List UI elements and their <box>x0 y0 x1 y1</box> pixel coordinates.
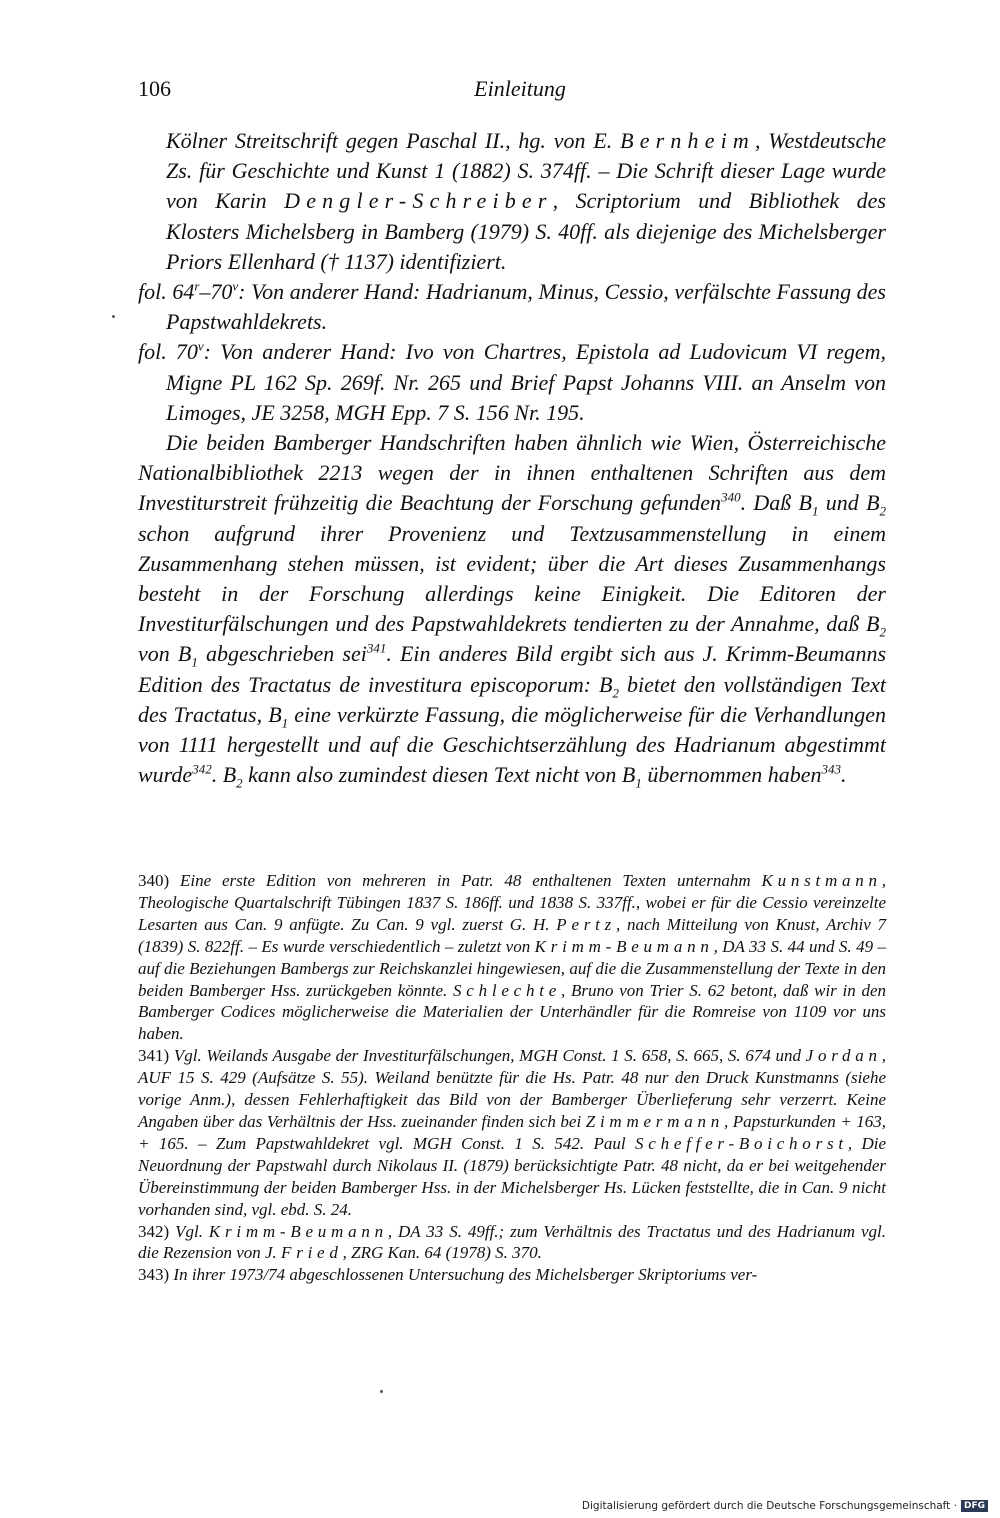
footnotes <box>138 870 886 1286</box>
footnote-ref[interactable]: 342 <box>192 761 212 777</box>
footnote-number: 343) <box>138 1265 170 1285</box>
text-span: Die beiden Bamberger Handschriften haben ähnlich wie Wien, Österreichische Nationalbibliothek 2213 wegen der in ihnen enthaltenen Schriften aus dem Investiturstreit frühzeitig die Beachtung der Forschung gefunden <box>138 430 886 516</box>
text-span: , Papsturkunden + 163, + 165. – Zum Papstwahldekret vgl. MGH Const. 1 S. 542. Paul <box>138 1111 886 1153</box>
footnote-number: 342) <box>138 1221 170 1241</box>
author-name: Fried <box>281 1243 343 1263</box>
subscript: 1 <box>281 715 289 731</box>
text-span: abgeschrieben sei <box>197 641 367 667</box>
superscript: r <box>194 278 200 294</box>
folio-entry-64 <box>138 277 886 337</box>
text-span: fol. 70 <box>138 339 198 365</box>
text-span: , Bruno von Trier S. 62 betont, daß wir in den Bamberger Codices möglicherweise die Materialien der Unterhändler für die Romreise von 1109 vor uns haben. <box>138 980 887 1044</box>
text-span: , DA 33 S. 49ff.; zum Verhältnis des Tractatus und des Hadrianum vgl. die Rezension von J. <box>138 1221 887 1263</box>
running-title: Einleitung <box>474 76 566 101</box>
subscript: 2 <box>236 775 243 791</box>
text-span: , Die Neuordnung der Papstwahl durch Nikolaus II. (1879) berücksichtigte Patr. 48 nicht, da er bei weitgehender Übereinstimmung der beiden Bamberger Hss. in der Michelsberger Hs. Lücken feststellte, die in Can. 9 nicht vorhanden sind, vgl. ebd. S. 24. <box>138 1133 886 1219</box>
text-span: . <box>840 762 847 788</box>
text-span: , Theologische Quartalschrift Tübingen 1837 S. 186ff. und 1838 S. 337ff., wobei er für die Cessio vereinzelte Lesarten aus Can. 9 anfügte. Zu Can. 9 vgl. zuerst G. H. <box>138 871 887 934</box>
text-span: , AUF 15 S. 429 (Aufsätze S. 55). Weiland benützte für die Hs. Patr. 48 nur den Druck Kunstmanns (siehe vorige Anm.), dessen Fehlerhaftigkeit das Bild von der Bamberger Überlieferung sehr verzerrt. Keine Angaben über das Verhältnis der Hss. zueinander finden sich bei <box>138 1046 887 1131</box>
text-span: übernommen haben <box>641 762 822 788</box>
continued-entry <box>138 126 886 277</box>
author-name: Bernheim <box>620 128 755 153</box>
text-span: schon aufgrund ihrer Provenienz und Textzusammenstellung in einem Zusammenhang stehen müssen, ist evident; über die Art dieses Zusammenhangs besteht in der Forschung allerdings keine Einigkeit. Die Editoren der Investiturfälschungen und des Papstwahldekrets tendierten zu der Annahme, daß B <box>138 520 886 637</box>
folio-entry-70 <box>138 337 886 428</box>
footnote-number: 340) <box>138 871 170 890</box>
text-span: . Daß B <box>740 490 812 516</box>
subscript: 1 <box>635 775 642 791</box>
text-span: Vgl. Weilands Ausgabe der Investiturfälschungen, MGH Const. 1 S. 658, S. 665, S. 674 und <box>173 1046 801 1066</box>
text-span: eine verkürzte Fassung, die möglicherweise für die Verhandlungen von 1111 hergestellt und auf die Geschichtserzählung des Hadrianum abgestimmt wurde <box>138 701 887 788</box>
text-span: Eine erste Edition von mehreren in Patr. 48 enthaltenen Texten unternahm <box>180 871 751 890</box>
author-name: Zimmermann <box>585 1111 725 1131</box>
author-name: Jordan <box>805 1046 882 1066</box>
footnote-ref[interactable]: 340 <box>721 490 741 506</box>
superscript: v <box>232 278 239 294</box>
subscript: 2 <box>879 624 886 640</box>
text-span: –70 <box>199 279 233 305</box>
dfg-logo-icon: DFG <box>961 1500 988 1512</box>
subscript: 1 <box>191 654 198 670</box>
text-span: . Ein anderes Bild ergibt sich aus J. Krimm-Beumanns Edition des Tractatus de investitura episcoporum: B <box>138 641 887 697</box>
superscript: v <box>197 339 204 355</box>
text-span: kann also zumindest diesen Text nicht von B <box>242 762 636 788</box>
footnote-number: 341) <box>138 1046 170 1066</box>
author-name: Schlechte <box>453 980 562 1000</box>
author-name: Krimm-Beumann <box>208 1221 388 1241</box>
footnote-343 <box>138 1264 886 1286</box>
text-span: bietet den vollständigen Text des Tractatus, B <box>138 671 886 727</box>
footnote-ref[interactable]: 341 <box>366 641 387 657</box>
author-name: Krimm-Beumann <box>534 936 714 956</box>
subscript: 2 <box>612 685 619 701</box>
text-span: : Von anderer Hand: Hadrianum, Minus, Cessio, verfälschte Fassung des Papstwahldekrets. <box>166 279 886 335</box>
text-span: Kölner Streitschrift gegen Paschal II., hg. von E. <box>166 128 613 153</box>
body-paragraph <box>138 428 886 790</box>
text-span: von B <box>138 641 192 667</box>
footnote-341 <box>138 1045 886 1220</box>
author-name: Scheffer-Boichorst <box>635 1133 848 1153</box>
digitization-credit <box>582 1500 988 1512</box>
text-span: . B <box>211 762 237 788</box>
text-span: fol. 64 <box>138 279 195 305</box>
footnote-342 <box>138 1221 886 1265</box>
scan-speck <box>380 1390 383 1393</box>
text-span: : Von anderer Hand: Ivo von Chartres, Epistola ad Ludovicum VI regem, Migne PL 162 Sp. 269f. Nr. 265 und Brief Papst Johanns VIII. an Anselm von Limoges, JE 3258, MGH Epp. 7 S. 156 Nr. 195. <box>166 339 886 425</box>
text-span: In ihrer 1973/74 abgeschlossenen Untersuchung des Michelsberger Skriptoriums ver- <box>173 1265 758 1285</box>
author-name: Dengler-Schreiber <box>284 188 553 214</box>
text-span: , DA 33 S. 44 und S. 49 – auf die Beziehungen Bambergs zur Reichskanzlei hingewiesen, auf die die Zusammenstellung der Texte in den beiden Bamberger Hss. zurückgeben könnte. <box>138 936 887 1000</box>
main-text <box>138 126 886 790</box>
page-number: 106 <box>138 76 171 101</box>
text-span: Vgl. <box>175 1221 203 1241</box>
credit-text: Digitalisierung gefördert durch die Deutsche Forschungsgemeinschaft · <box>581 1500 957 1512</box>
text-span: , ZRG Kan. 64 (1978) S. 370. <box>342 1243 542 1263</box>
subscript: 2 <box>879 503 887 519</box>
text-span: , Westdeutsche Zs. für Geschichte und Kunst 1 (1882) S. 374ff. – Die Schrift dieser Lage wurde von Karin <box>166 128 887 214</box>
text-span: , Scriptorium und Bibliothek des Klosters Michelsberg in Bamberg (1979) S. 40ff. als diejenige des Michelsberger Priors Ellenhard († 1137) identifiziert. <box>166 188 886 274</box>
text-span: und B <box>818 490 880 516</box>
footnote-ref[interactable]: 343 <box>821 761 841 777</box>
author-name: Pertz <box>556 914 616 934</box>
footnote-340 <box>138 870 886 1045</box>
author-name: Kunstmann <box>761 871 882 890</box>
subscript: 1 <box>811 503 819 519</box>
scan-speck <box>112 315 115 318</box>
text-span: , nach Mitteilung von Knust, Archiv 7 (1839) S. 822ff. – Es wurde verschiedentlich – zuletzt von <box>138 914 887 956</box>
